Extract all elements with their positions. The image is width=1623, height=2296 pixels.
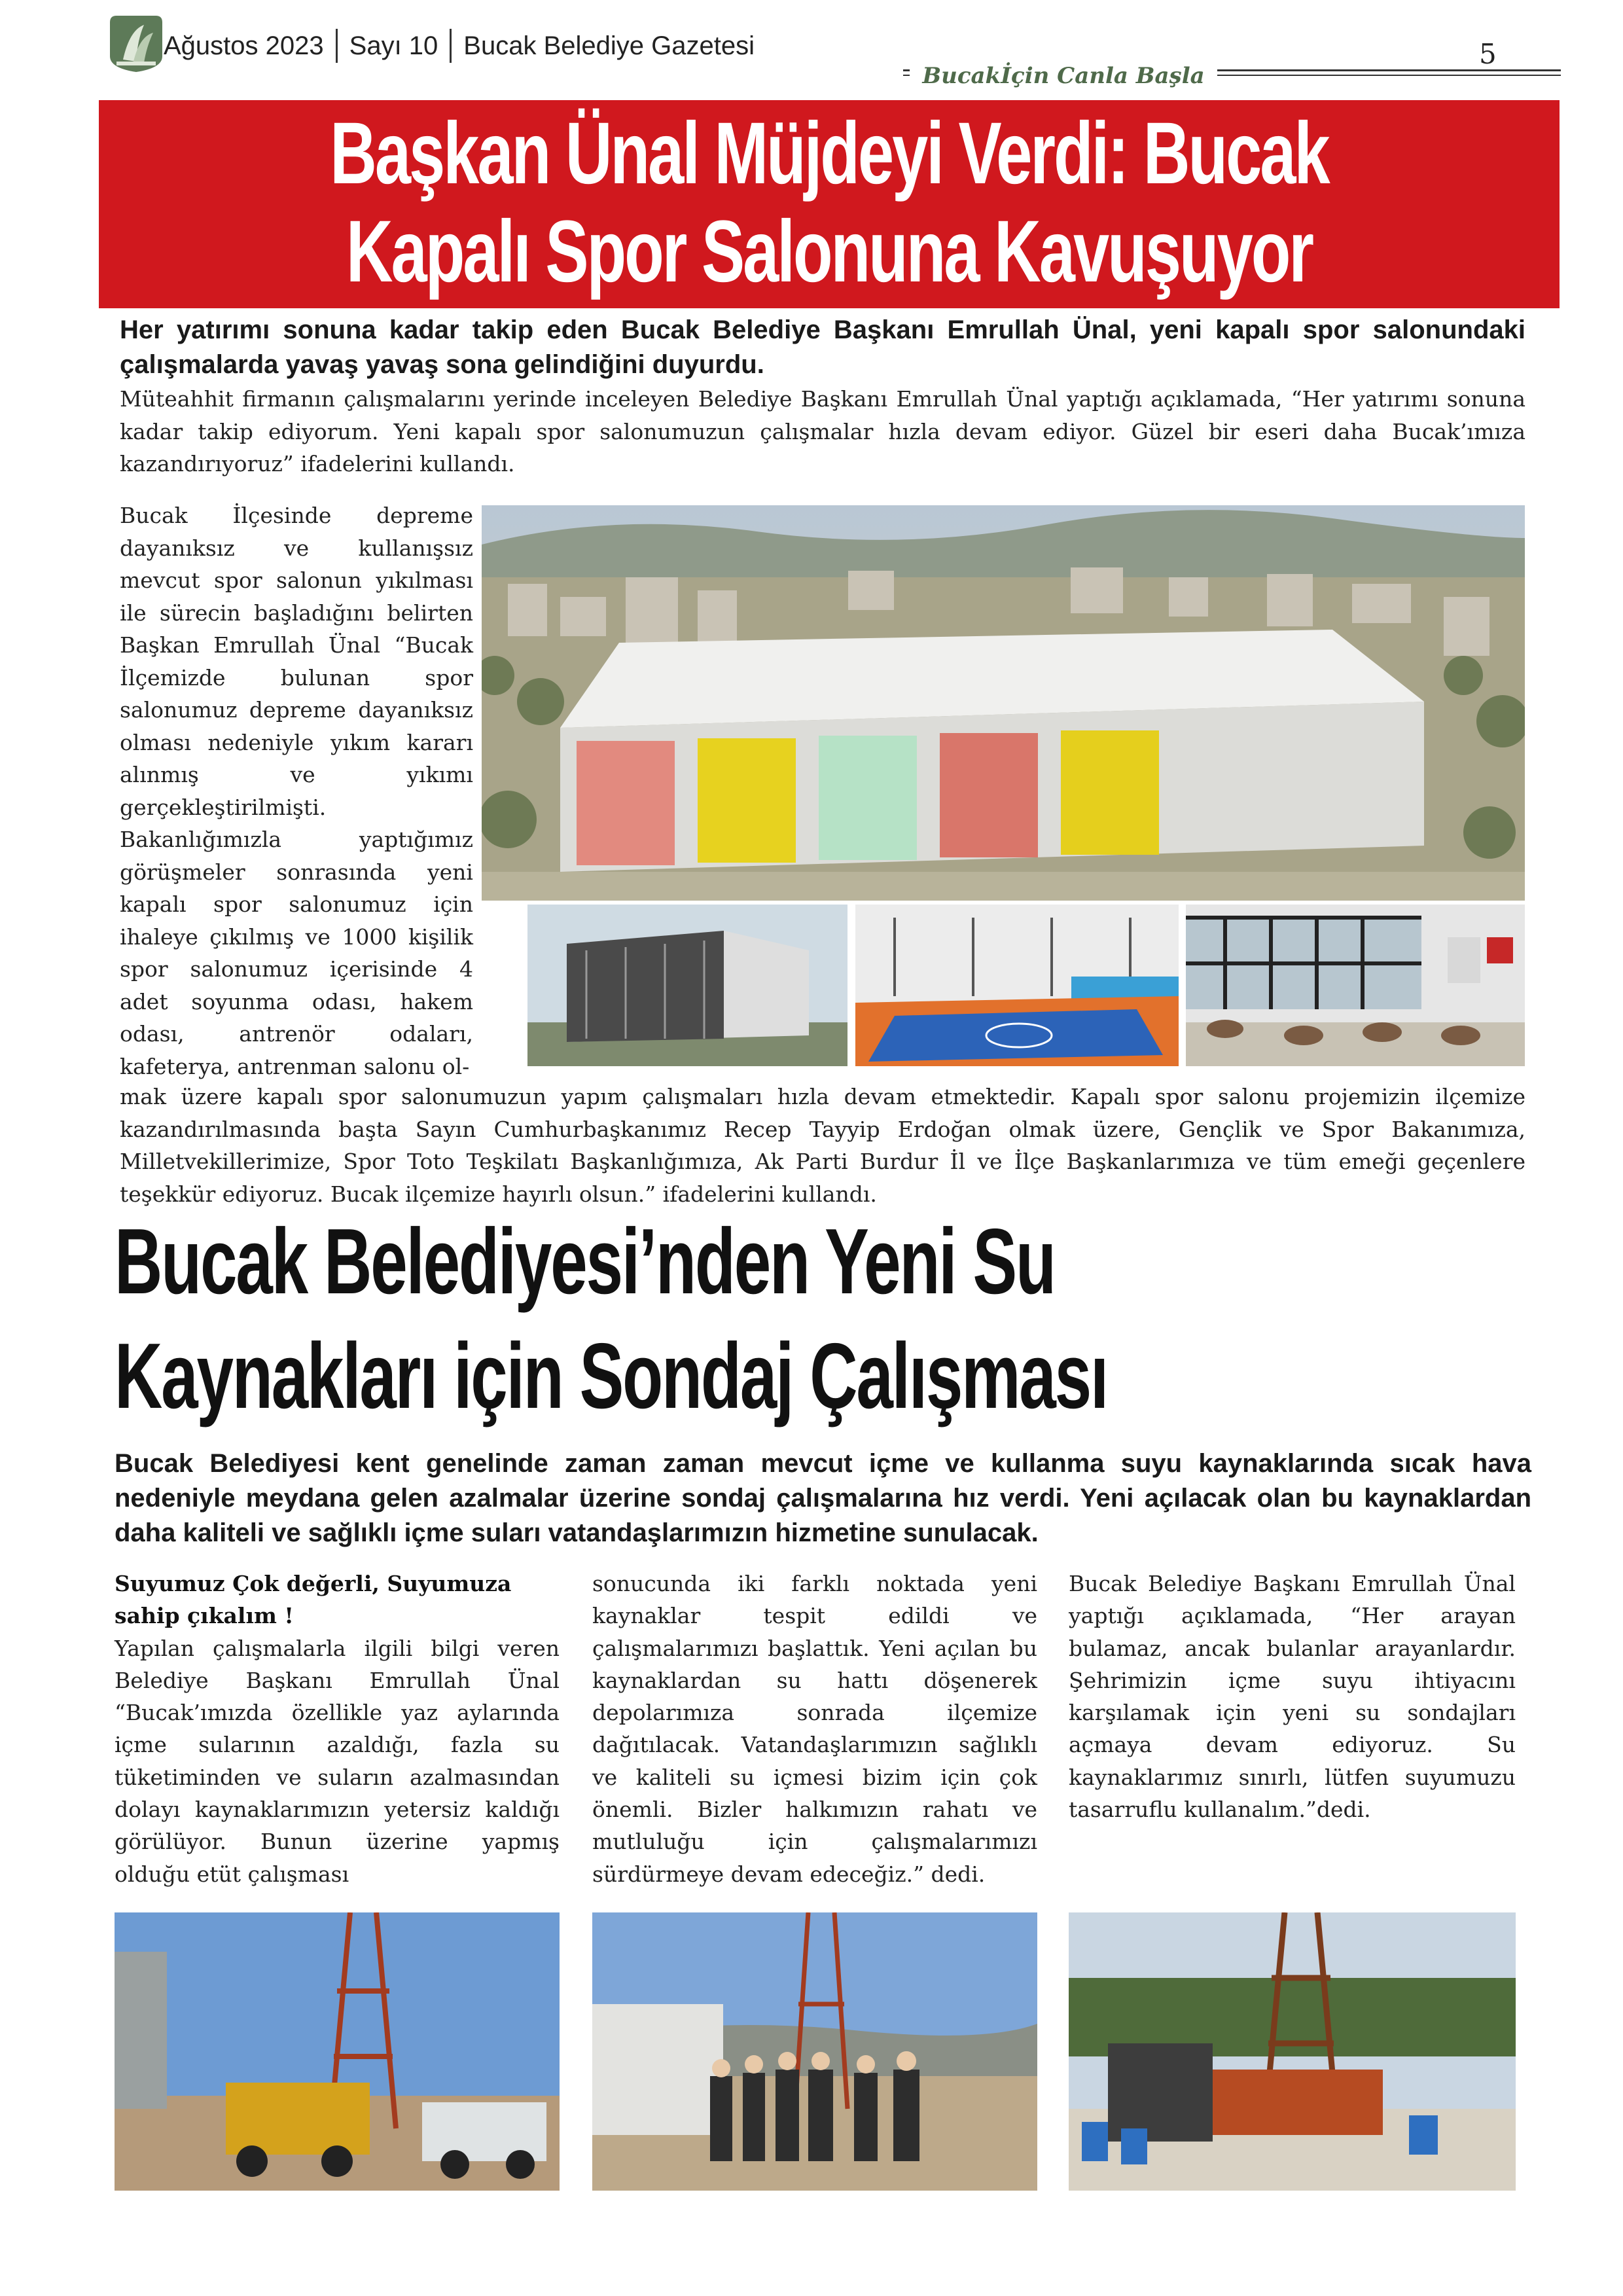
article1-lead: Her yatırımı sonuna kadar takip eden Bucak Belediye Başkanı Emrullah Ünal, yeni kapalı spor salonundaki çalışmalarda yavaş yavaş sona gelindiğini duyurdu. [120, 315, 1525, 379]
cafeteria-render [1186, 905, 1525, 1066]
article2-column-2: sonucunda iki farklı noktada yeni kaynaklar tespit edildi ve çalışmalarımızı başlattık. Yeni açılan bu kaynaklardan su hattı döşenerek depolarımıza sonrada ilçemize dağıtılacak. Vatandaşlarımızın sağlıklı ve kaliteli su içmesi bizim için çok önemli. Bizler halkımızın rahatı ve mutluluğu için çalışmalarımızı sürdürmeye devam edeceğiz.” dedi. [592, 1571, 1037, 1887]
sports-hall-exterior-render [527, 905, 847, 1066]
article2-subheading: Suyumuz Çok değerli, Suyumuza sahip çıkalım ! [115, 1571, 512, 1629]
sports-hall-aerial-photo [482, 505, 1525, 901]
article2-column-3: Bucak Belediye Başkanı Emrullah Ünal yaptığı açıklamada, “Her arayan bulamaz, ancak bulanlar arayanlardır. Şehrimizin içme suyu ihtiyacını karşılamak için yeni su sondajları açmaya devam ediyoruz. Su kaynaklarımız sınırlı, lütfen suyumuzu tasarruflu kullanalım.”dedi. [1069, 1571, 1516, 1823]
article2-column-1-text: Yapılan çalışmalarla ilgili bilgi veren Belediye Başkanı Emrullah Ünal “Bucak’ımızda özellikle yaz aylarında içme sularının azaldığı, fazla su tüketiminden ve suların azalmasından dolayı kaynaklarımızın yetersiz kaldığı görülüyor. Bunun üzerine yapmış olduğu etüt çalışması [115, 1635, 560, 1887]
article1-paragraph-2: Bucak İlçesinde depreme dayanıksız ve kullanışsız mevcut spor salonun yıkılması ile sürecin başladığını belirten Başkan Emrullah Ünal “Bucak İlçemizde bulunan spor salonumuz depreme dayanıksız olması nedeniyle yıkım kararı alınmış ve yıkımı gerçekleştirilmişti. Bakanlığımızla yaptığımız görüşmeler sonrasında yeni kapalı spor salonumuz için ihaleye çıkılmış ve 1000 kişilik spor salonumuz içerisinde 4 adet soyunma odası, hakem odası, antrenör odaları, kafeterya, antrenman salonu ol- [120, 503, 473, 1079]
masthead-divider [336, 29, 338, 63]
bucak-municipality-emblem-icon [103, 10, 169, 73]
sports-hall-court-render [855, 905, 1179, 1066]
drilling-site-photo-1 [115, 1912, 560, 2191]
publication-name: Bucak Belediye Gazetesi [463, 31, 755, 60]
article2-lead: Bucak Belediyesi kent genelinde zaman zaman mevcut içme ve kullanma suyu kaynaklarında sıcak hava nedeniyle meydana gelen azalmalar üzerine sondaj çalışmalarına hız verdi. Yeni açılacak olan bu kaynaklardan daha kaliteli ve sağlıklı içme suları vatandaşlarımızın hizmetine sunulacak. [115, 1449, 1531, 1547]
drilling-rig-photo [1069, 1912, 1516, 2191]
issue-number: Sayı 10 [349, 31, 438, 60]
article1-headline: Başkan Ünal Müjdeyi Verdi: Bucak Kapalı Spor Salonuna Kavuşuyor [330, 105, 1329, 300]
article1-paragraph-1: Müteahhit firmanın çalışmalarını yerinde inceleyen Belediye Başkanı Emrullah Ünal yaptığı açıklamada, “Her yatırımı sonuna kadar takip ediyorum. Yeni kapalı spor salonumuzun çalışmalar hızla devam ediyor. Güzel bir eseri daha Bucak’ımıza kazandırıyoruz” ifadelerini kullandı. [120, 386, 1525, 476]
masthead-divider [450, 29, 452, 63]
article2-column-1 [115, 1568, 560, 1890]
masthead-line [164, 25, 755, 67]
article2-headline: Bucak Belediyesi’nden Yeni Su Kaynakları için Sondaj Çalışması [115, 1210, 1108, 1428]
issue-date: Ağustos 2023 [164, 31, 324, 60]
officials-at-drilling-site-photo [592, 1912, 1037, 2191]
article1-paragraph-3: mak üzere kapalı spor salonumuzun yapım çalışmaları hızla devam etmektedir. Kapalı spor salonu projemizin ilçemize kazandırılmasında başta Sayın Cumhurbaşkanımız Recep Tayyip Erdoğan olmak üzere, Gençlik ve Spor Bakanımıza, Milletvekillerimize, Spor Toto Teşkilatı Başkanlığımıza, Ak Parti Burdur İl ve İlçe Başkanlarımıza ve tüm emeği geçenlere teşekkür ediyoruz. Bucak ilçemize hayırlı olsun.” ifadelerini kullandı. [120, 1084, 1525, 1207]
page-number: 5 [1479, 38, 1497, 70]
slogan: Bucakİçin Canla Başla [910, 63, 1217, 89]
